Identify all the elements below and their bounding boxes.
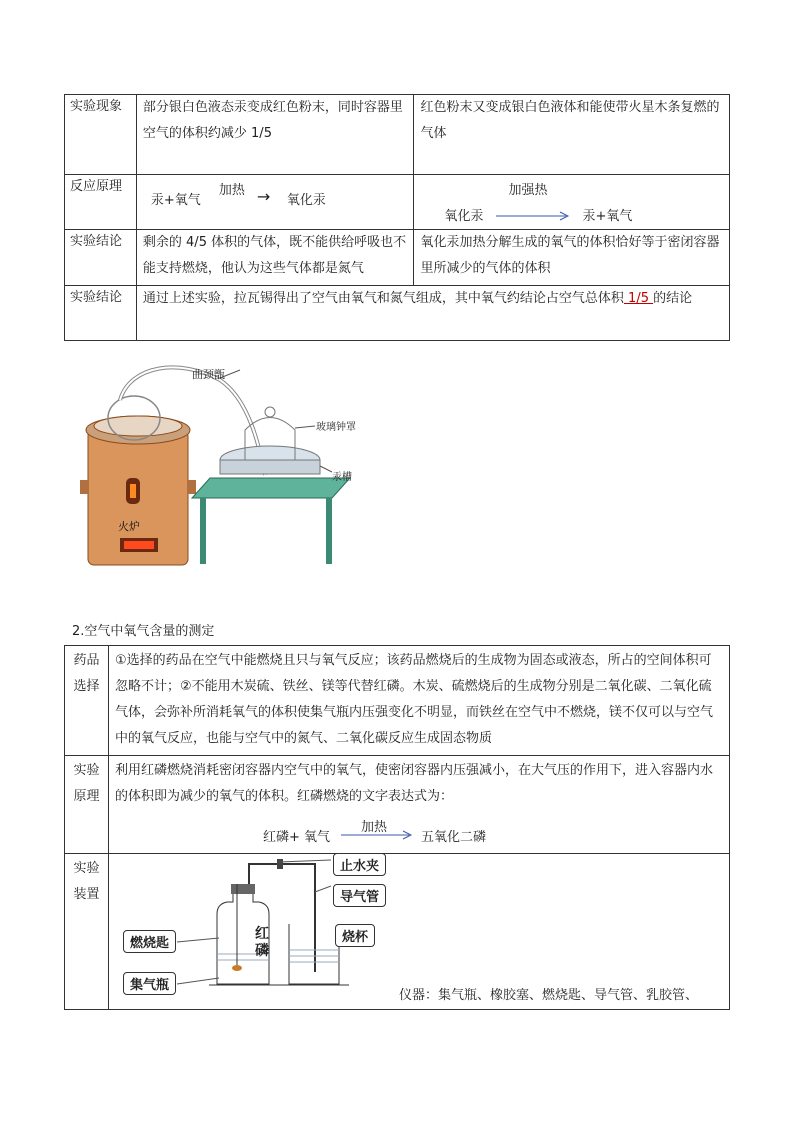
spoon-label: 燃烧匙 — [123, 930, 176, 953]
conclusion-right: 氧化汞加热分解生成的氧气的体积恰好等于密闭容器里所减少的气体的体积 — [414, 230, 730, 286]
tube-label: 导气管 — [333, 884, 386, 907]
lavoisier-apparatus-figure: 曲颈甑 玻璃钟罩 汞槽 火炉 — [70, 360, 370, 570]
experiment-table-2 — [64, 645, 730, 1010]
row-label: 实验 装置 — [65, 854, 109, 1010]
principle-left: 汞+氧气 加热 → 氧化汞 — [136, 175, 414, 230]
row-label: 实验结论 — [65, 286, 137, 341]
phenomenon-left: 部分银白色液态汞变成红色粉末，同时容器里空气的体积约减少 1/5 — [136, 95, 414, 175]
overall-conclusion: 通过上述实验，拉瓦锡得出了空气由氧气和氮气组成，其中氧气约结论占空气总体积 1/5 的结论 — [136, 286, 729, 341]
row-label: 实验现象 — [65, 95, 137, 175]
phenomenon-right: 红色粉末又变成银白色液体和能使带火星木条复燃的气体 — [414, 95, 730, 175]
reaction-arrow — [341, 830, 415, 840]
principle-right: 加强热 氧化汞 汞+氧气 — [414, 175, 730, 230]
section-heading: 2.空气中氧气含量的测定 — [72, 624, 215, 639]
experiment-table-1 — [64, 94, 730, 341]
apparatus-cell — [108, 854, 729, 1010]
principle-text: 利用红磷燃烧消耗密闭容器内空气中的氧气，使密闭容器内压强减小，在大气压的作用下，进入容器内水的体积即为减少的氧气的体积。红磷燃烧的文字表达式为： 红磷+ 氧气 加热 五氧化二磷 — [108, 756, 729, 854]
reagent-selection-text: ①选择的药品在空气中能燃烧且只与氧气反应；该药品燃烧后的生成物为固态或液态，所占的空间体积可忽略不计；②不能用木炭硫、铁丝、镁等代替红磷。木炭、硫燃烧后的生成物分别是二氧化碳、二氧化硫气体，会弥补所消耗氧气的体积使集气瓶内压强变化不明显，而铁丝在空气中不燃烧，镁不仅可以与空气中的氧气反应，也能与空气中的氮气、二氧化碳反应生成固态物质 — [108, 646, 729, 756]
phosphorus-label: 红 磷 — [254, 926, 269, 959]
instruments-text: 仪器：集气瓶、橡胶塞、燃烧匙、导气管、乳胶管、 — [398, 988, 698, 1003]
row-label: 实验 原理 — [65, 756, 109, 854]
bottle-label: 集气瓶 — [123, 972, 176, 995]
beaker-label: 烧杯 — [335, 924, 375, 947]
conclusion-left: 剩余的 4/5 体积的气体，既不能供给呼吸也不能支持燃烧，他认为这些气体都是氮气 — [136, 230, 414, 286]
reaction-arrow — [496, 211, 572, 221]
row-label: 反应原理 — [65, 175, 137, 230]
lavoisier-apparatus-illustration — [70, 360, 370, 570]
row-label: 实验结论 — [65, 230, 137, 286]
row-label: 药品 选择 — [65, 646, 109, 756]
clamp-label: 止水夹 — [333, 853, 386, 876]
